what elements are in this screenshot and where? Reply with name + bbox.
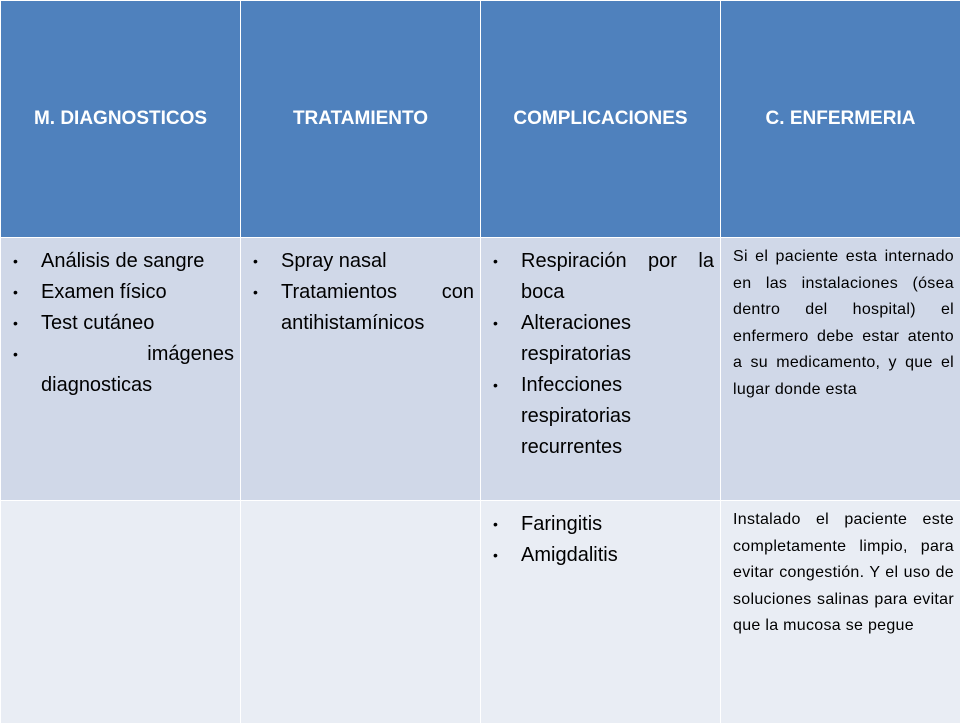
list-item: • Respiración por la boca <box>521 246 714 308</box>
cell-tratamiento <box>241 501 481 724</box>
bullet-icon: • <box>253 277 258 308</box>
bullet-icon: • <box>253 246 258 277</box>
list-item: • Amigdalitis <box>521 540 714 571</box>
list-item: • Análisis de sangre <box>41 246 234 277</box>
table-row <box>1 501 960 724</box>
bullet-list <box>1 238 240 401</box>
cell-complicaciones <box>481 238 721 501</box>
bullet-icon: • <box>493 246 498 277</box>
bullet-icon: • <box>13 339 18 370</box>
bullet-icon: • <box>493 540 498 571</box>
cell-diagnosticos <box>1 238 241 501</box>
list-item: • Test cutáneo <box>41 308 234 339</box>
bullet-icon: • <box>493 308 498 339</box>
bullet-icon: • <box>493 370 498 401</box>
cell-diagnosticos <box>1 501 241 724</box>
list-item: • imágenes diagnosticas <box>41 339 234 401</box>
table-row <box>1 238 960 501</box>
bullet-icon: • <box>13 277 18 308</box>
list-item: • Infecciones respiratorias recurrentes <box>521 370 714 463</box>
header-tratamiento: TRATAMIENTO <box>241 1 481 238</box>
cell-enfermeria <box>721 238 960 501</box>
list-item: • Tratamientos con antihistamínicos <box>281 277 474 339</box>
list-item: • Spray nasal <box>281 246 474 277</box>
list-item: • Examen físico <box>41 277 234 308</box>
header-diagnosticos: M. DIAGNOSTICOS <box>1 1 241 238</box>
nursing-note: Si el paciente esta internado en las instalaciones (ósea dentro del hospital) el enfermero debe estar atento a su medicamento, y que el lugar donde esta <box>721 238 960 404</box>
bullet-list <box>481 501 720 571</box>
cell-complicaciones <box>481 501 721 724</box>
bullet-icon: • <box>493 509 498 540</box>
header-complicaciones: COMPLICACIONES <box>481 1 721 238</box>
bullet-icon: • <box>13 246 18 277</box>
header-enfermeria: C. ENFERMERIA <box>721 1 960 238</box>
bullet-list <box>241 238 480 339</box>
cell-tratamiento <box>241 238 481 501</box>
list-item: • Alteraciones respiratorias <box>521 308 714 370</box>
header-row <box>1 1 960 238</box>
bullet-list <box>481 238 720 463</box>
list-item: • Faringitis <box>521 509 714 540</box>
cell-enfermeria <box>721 501 960 724</box>
nursing-note: Instalado el paciente este completamente limpio, para evitar congestión. Y el uso de soluciones salinas para evitar que la mucosa se pegue <box>721 501 960 640</box>
bullet-icon: • <box>13 308 18 339</box>
